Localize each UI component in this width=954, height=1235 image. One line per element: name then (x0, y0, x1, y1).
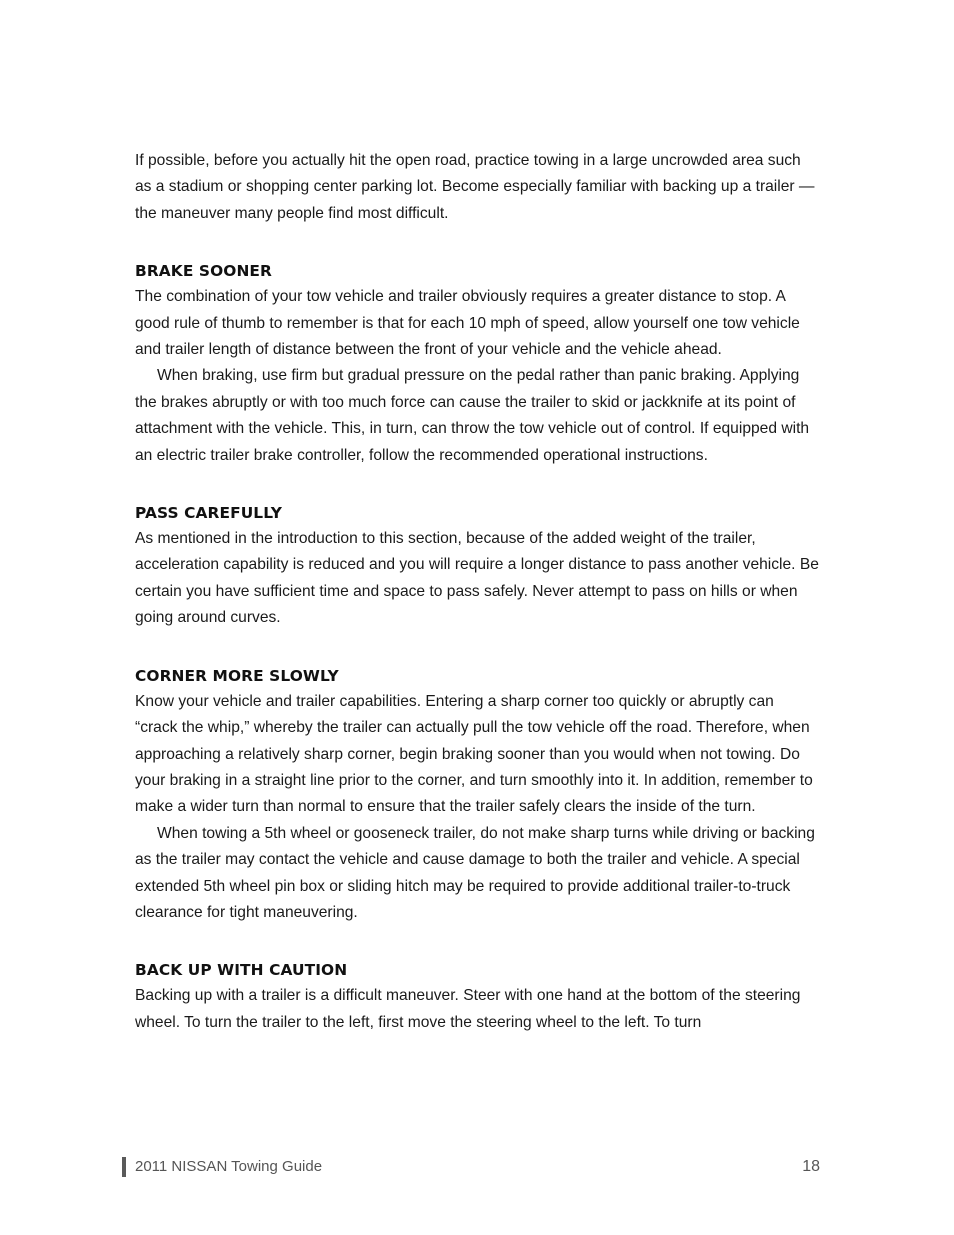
section-heading: CORNER MORE SLOWLY (135, 666, 339, 685)
section-back-up-with-caution (135, 957, 820, 1036)
page-content (135, 148, 820, 1036)
section-paragraph: When towing a 5th wheel or gooseneck trailer, do not make sharp turns while driving or backing as the trailer may contact the vehicle and cause damage to both the trailer and vehicle. A special extended 5th wheel pin box or sliding hitch may be required to provide additional trailer-to-truck clearance for tight maneuvering. (135, 824, 815, 921)
section-heading: BRAKE SOONER (135, 262, 272, 281)
section-paragraph: Backing up with a trailer is a difficult maneuver. Steer with one hand at the bottom of the steering wheel. To turn the trailer to the left, first move the steering wheel to the left. To turn (135, 987, 801, 1031)
section-heading: BACK UP WITH CAUTION (135, 961, 348, 980)
section-paragraph: As mentioned in the introduction to this section, because of the added weight of the trailer, acceleration capability is reduced and you will require a longer distance to pass another vehicle. Be certain you have sufficient time and space to pass safely. Never attempt to pass on hills or when going around curves. (135, 530, 819, 627)
section-heading: PASS CAREFULLY (135, 504, 282, 523)
footer-title: 2011 NISSAN Towing Guide (135, 1158, 323, 1175)
section-corner-more-slowly (135, 663, 820, 927)
footer-divider-bar (122, 1157, 126, 1177)
section-paragraph: When braking, use firm but gradual pressure on the pedal rather than panic braking. Applying the brakes abruptly or with too much force can cause the trailer to skid or jackknife at its point of attachment with the vehicle. This, in turn, can throw the tow vehicle out of control. If equipped with an electric trailer brake controller, follow the recommended operational instructions. (135, 367, 810, 464)
section-paragraph: The combination of your tow vehicle and trailer obviously requires a greater distance to stop. A good rule of thumb to remember is that for each 10 mph of speed, allow yourself one tow vehicle and trailer length of distance between the front of your vehicle and the vehicle ahead. (135, 288, 800, 359)
page-footer (122, 1156, 820, 1178)
section-brake-sooner (135, 258, 820, 469)
intro-paragraph: If possible, before you actually hit the open road, practice towing in a large uncrowded area such as a stadium or shopping center parking lot. Become especially familiar with backing up a trailer — the maneuver many people find most difficult. (135, 152, 815, 222)
section-pass-carefully (135, 500, 820, 632)
section-paragraph: Know your vehicle and trailer capabilities. Entering a sharp corner too quickly or abruptly can “crack the whip,” whereby the trailer can actually pull the tow vehicle off the road. Therefore, when approaching a relatively sharp corner, begin braking sooner than you would when not towing. Do your braking in a straight line prior to the corner, and turn smoothly into it. In addition, remember to make a wider turn than normal to ensure that the trailer safely clears the inside of the turn. (135, 692, 813, 816)
page-number: 18 (802, 1158, 820, 1175)
